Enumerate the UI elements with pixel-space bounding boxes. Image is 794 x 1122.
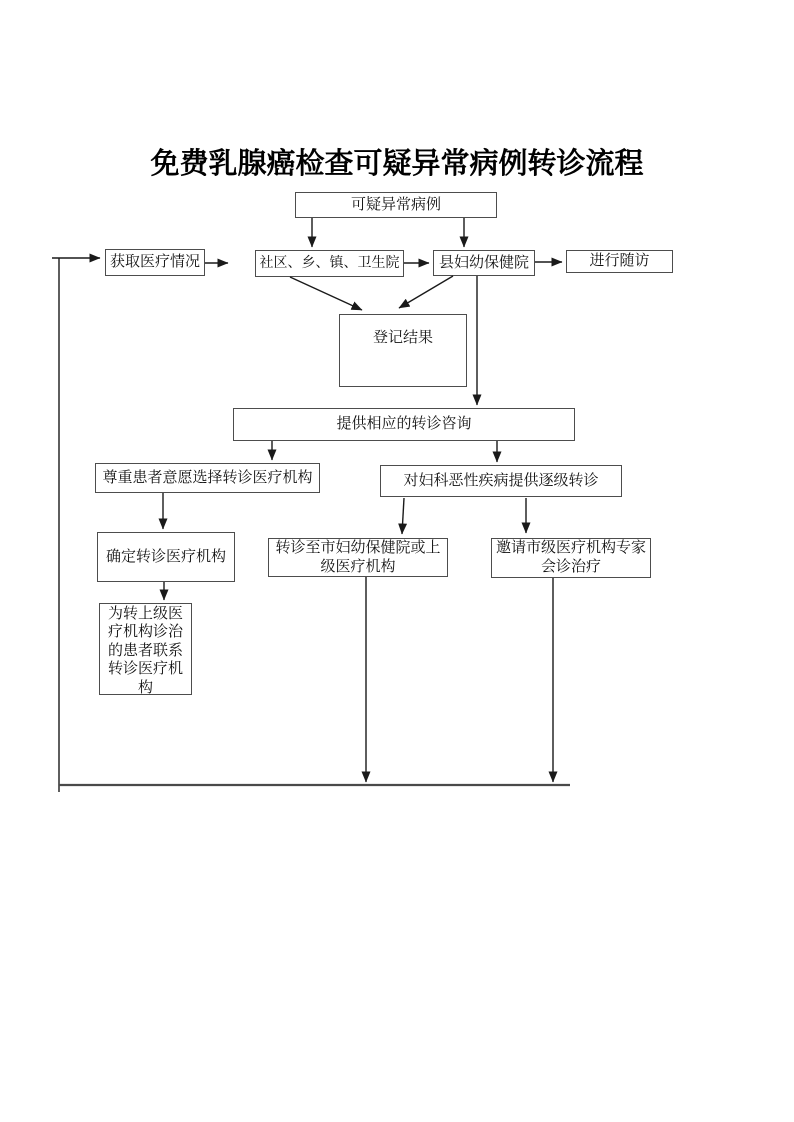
flow-node-community-health-center: 社区、乡、镇、卫生院 — [255, 250, 404, 277]
flow-node-invite-city-experts: 邀请市级医疗机构专家会诊治疗 — [491, 538, 651, 578]
flow-node-respect-patient-wish: 尊重患者意愿选择转诊医疗机构 — [95, 463, 320, 493]
flow-node-register-result: 登记结果 — [339, 314, 467, 387]
page-title: 免费乳腺癌检查可疑异常病例转诊流程 — [150, 148, 644, 180]
flow-node-provide-referral-consult: 提供相应的转诊咨询 — [233, 408, 575, 441]
connector-county-to-register — [399, 276, 453, 308]
flow-node-obtain-medical-info: 获取医疗情况 — [105, 249, 205, 276]
flow-node-refer-to-city-hospital: 转诊至市妇幼保健院或上级医疗机构 — [268, 538, 448, 577]
flow-node-contact-referral-institution: 为转上级医疗机构诊治的患者联系转诊医疗机构 — [99, 603, 192, 695]
flow-node-follow-up: 进行随访 — [566, 250, 673, 273]
flow-node-county-mch-hospital: 县妇幼保健院 — [433, 250, 535, 276]
flow-node-suspicious-case: 可疑异常病例 — [295, 192, 497, 218]
connector-stepwise-to-refercity — [402, 498, 404, 534]
flow-node-determine-institution: 确定转诊医疗机构 — [97, 532, 235, 582]
flow-node-stepwise-referral: 对妇科恶性疾病提供逐级转诊 — [380, 465, 622, 497]
connector-community-to-register — [290, 277, 362, 310]
